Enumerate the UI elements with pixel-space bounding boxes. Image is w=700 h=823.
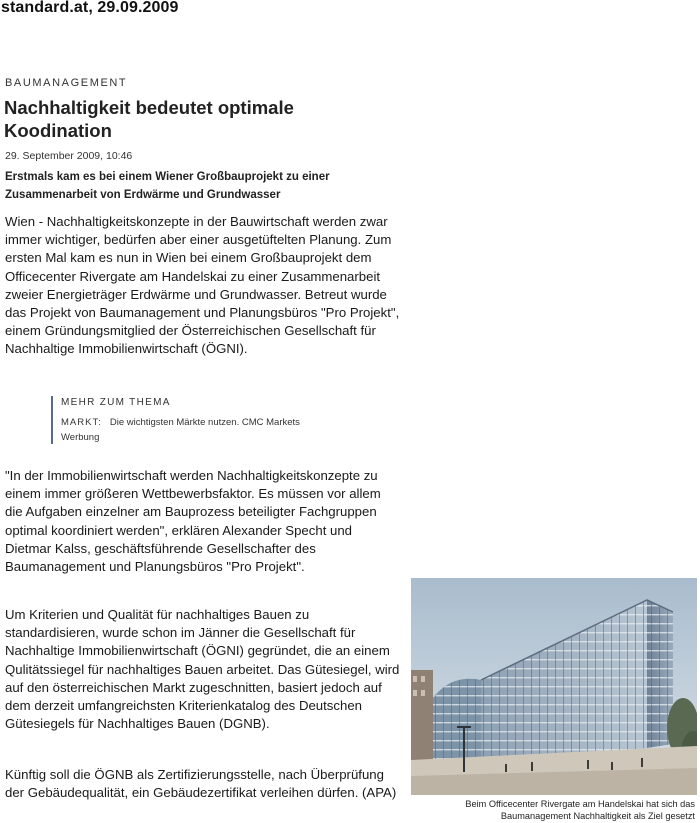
source-line: standard.at, 29.09.2009 <box>1 0 179 16</box>
photo-caption: Beim Officecenter Rivergate am Handelskai hat sich das Baumanagement Nachhaltigkeit als Ziel gesetzt <box>465 799 695 821</box>
related-link-text[interactable]: Die wichtigsten Märkte nutzen. CMC Markets <box>109 417 300 428</box>
body-paragraph: Wien - Nachhaltigkeitskonzepte in der Bauwirtschaft werden zwar immer wichtiger, bedürfen aber einer ausgetüftelten Planung. Zum ersten Mal kam es nun in Wien bei einem Großbauprojekt dem Officecenter Rivergate am Handelskai zu einer Zusammenarbeit zweier Energieträger Erdwärme und Grundwasser. Betreut wurde das Projekt von Baumanagement und Planungsbüros "Pro Projekt", einem Gründungsmitglied der Österreichischen Gesellschaft für Nachhaltige Immobilienwirtschaft (ÖGNI). <box>5 214 400 357</box>
article-dateline: 29. September 2009, 10:46 <box>5 150 133 162</box>
article-lead: Erstmals kam es bei einem Wiener Großbauprojekt zu einer Zusammenarbeit von Erdwärme und Grundwasser <box>5 171 330 201</box>
body-paragraph: Künftig soll die ÖGNB als Zertifizierungsstelle, nach Überprüfung der Gebäudequalität, ein Gebäudezertifikat verleihen dürfen. (APA) <box>5 767 397 801</box>
related-box <box>51 396 391 444</box>
building-photo <box>411 578 697 795</box>
ad-label: Werbung <box>61 432 100 443</box>
article-rubric[interactable]: BAUMANAGEMENT <box>5 77 128 89</box>
body-paragraph: "In der Immobilienwirtschaft werden Nachhaltigkeitskonzepte zu einem immer größeren Wettbewerbsfaktor. Es müssen vor allem die Aufgaben einzelner am Bauprozess beteiligter Fachgruppen optimal koordiniert werden", erklären Alexander Specht und Dietmar Kalss, geschäftsführende Gesellschafter des Baumanagement und Planungsbüros "Pro Projekt". <box>5 468 381 575</box>
related-link[interactable] <box>61 413 391 432</box>
related-link-key: MARKT: <box>61 417 102 428</box>
body-paragraph: Um Kriterien und Qualität für nachhaltiges Bauen zu standardisieren, wurde schon im Jänner die Gesellschaft für Nachhaltige Immobilienwirtschaft (ÖGNI) gegründet, die an einem Qulitätssiegel für nachhaltiges Bauen arbeitet. Das Gütesiegel, wird auf den österreichischen Markt zugeschnitten, basiert jedoch auf dem derzeit umfangreichsten Kriterienkatalog des Deutschen Gütesiegels für Nachhaltiges Bauen (DGNB). <box>5 607 400 732</box>
related-title: MEHR ZUM THEMA <box>61 397 171 408</box>
article-headline: Nachhaltigkeit bedeutet optimale Koodination <box>4 97 294 141</box>
